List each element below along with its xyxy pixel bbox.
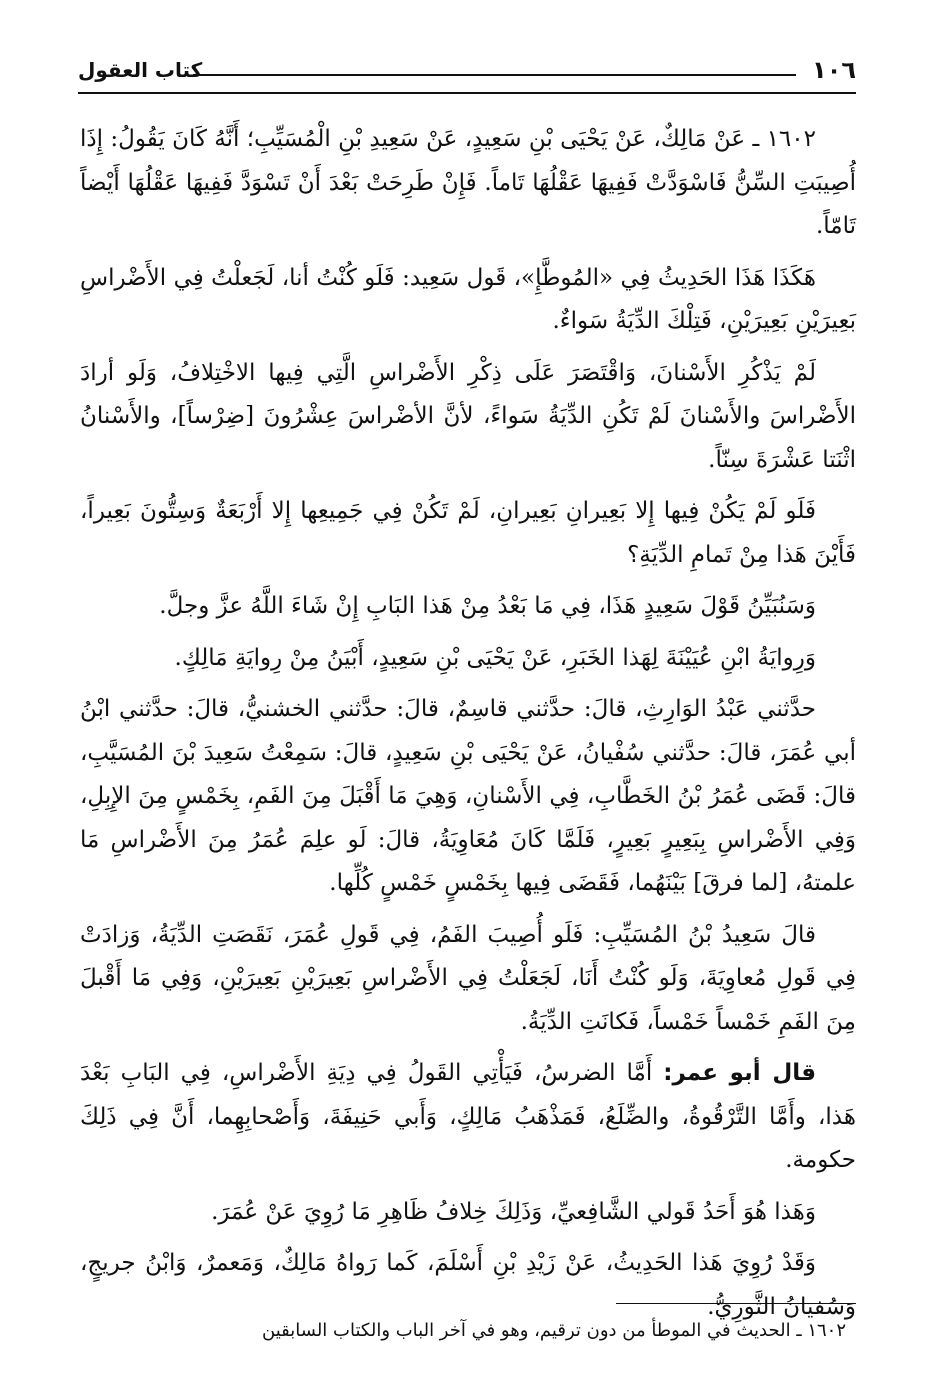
paragraph-8: قالَ سَعِيدُ بْنُ المُسَيِّبِ: فَلَو أُصِيبَ الفَمُ، فِي قَولِ عُمَرَ، نَقَصَتِ الدِّيَةُ، وَزادَتْ فِي قَولِ مُعاوِيَةَ، وَلَو كُنْتُ أَنَا، لَجَعَلْتُ فِي الأَضْراسِ بَعِيرَيْنِ بَعِيرَيْنِ، وَفِي مَا أَقْبلَ مِنَ الفَمِ خَمْساً خَمْساً، فَكانَتِ الدِّيَةُ. — [80, 921, 856, 1035]
paragraph-3: لَمْ يَذْكُرِ الأَسْنانَ، وَاقْتَصَرَ عَلَى ذِكْرِ الأَضْراسِ الَّتِي فِيها الاخْتِلافُ، وَلَو أرادَ الأَضْراسَ والأَسْنانَ لَمْ تَكُنِ الدِّيَةُ سَواءً، لأنَّ الأضْراسَ عِشْرُونَ [ضِرْساً]، والأَسْنانُ اثْنَتا عَشْرَةَ سِنّاً. — [80, 359, 856, 473]
footnote: ١٦٠٢ ـ الحديث في الموطأ من دون ترقيم، وهو في آخر الباب والكتاب السابقين — [262, 1320, 846, 1341]
paragraph-7: حدَّثني عَبْدُ الوَارِثِ، قالَ: حدَّثني قاسِمٌ، قالَ: حدَّثني الخشنيُّ، قالَ: حدَّثني ابْنُ أبي عُمَرَ، قالَ: حدَّثني سُفْيانُ، عَنْ يَحْيَى بْنِ سَعِيدٍ، قالَ: سَمِعْتُ سَعِيدَ بْنَ المُسَيَّبِ، قالَ: قَضَى عُمَرُ بْنُ الخَطَّابِ، فِي الأَسْنانِ، وَهِيَ مَا أَقْبَلَ مِنَ الفَمِ، بِخَمْسٍ مِنَ الإِبِلِ، وَفِي الأَضْراسِ بِبَعِيرٍ بَعِيرٍ، فَلَمَّا كَانَ مُعَاوِيَةُ، قالَ: لَو علِمَ عُمَرُ مِنَ الأَضْراسِ مَا علمتهُ، [لما فرقَ] بَيْنَهُما، فَقَضَى فِيها بِخَمْسٍ خَمْسٍ كُلِّها. — [80, 696, 856, 896]
header-rule — [78, 92, 856, 94]
page-header — [78, 52, 856, 92]
header-dash-line — [193, 74, 796, 76]
paragraph-11: وَقَدْ رُوِيَ هَذا الحَدِيثُ، عَنْ زَيْدِ بْنِ أَسْلَمَ، كَما رَواهُ مَالِكٌ، وَمَعمرٌ، وَابْنُ جريجٍ، وَسُفيانُ الثَّورِيُّ. — [80, 1250, 856, 1320]
paragraph-2: هَكَذَا هَذَا الحَدِيثُ فِي «المُوطَّإِ»، قَول سَعِيد: فَلَو كُنْتُ أنا، لَجَعلْتُ فِي الأَضْراسِ بَعِيرَيْنِ بَعِيرَيْنِ، فَتِلْكَ الدِّيَةُ سَواءٌ. — [80, 264, 856, 334]
paragraph-1602: ١٦٠٢ ـ عَنْ مَالِكٌ، عَنْ يَحْيَى بْنِ سَعِيدٍ، عَنْ سَعِيدِ بْنِ الْمُسَيِّبِ؛ أَنَّهُ كَانَ يَقُولُ: إِذَا أُصِيبَتِ السِّنُّ فَاسْوَدَّتْ فَفِيهَا عَقْلُهَا تَاماً. فَإِنْ طَرِحَتْ بَعْدَ أَنْ تَسْوَدَّ فَفِيهَا عَقْلُهَا أَيْضاً تَامّاً. — [80, 126, 856, 239]
footnote-rule — [616, 1303, 856, 1304]
abu-umar-lead: قال أبو عمر: — [663, 1060, 816, 1086]
paragraph-6: وَرِوايَةُ ابْنِ عُيَيْنَةَ لِهَذا الخَبَرِ، عَنْ يَحْيَى بْنِ سَعِيدٍ، أَبْيَنُ مِنْ رِوايَةِ مَالِكٍ. — [174, 644, 816, 671]
paragraph-10: وَهَذا هُوَ أَحَدُ قَولي الشَّافِعيِّ، وَذَلِكَ خِلافُ ظَاهِرِ مَا رُوِيَ عَنْ عُمَرَ. — [211, 1198, 816, 1225]
main-text — [80, 118, 856, 1337]
paragraph-9-text: أَمَّا الضرسُ، فَيَأْتِي القَولُ فِي دِيَةِ الأَضْراسِ، فِي البَابِ بَعْدَ هَذا، وأَمَّا التَّرْقُوةُ، والضِّلَعُ، فَمَذْهَبُ مَالِكٍ، وَأَبي حَنِيفَةَ، وَأَصْحابِهِما، أَنَّ فِي ذَلِكَ حكومة. — [80, 1060, 856, 1173]
paragraph-5: وَسَنُبَيِّنُ قَوْلَ سَعِيدٍ هَذَا، فِي مَا بَعْدُ مِنْ هَذا البَابِ إِنْ شَاءَ اللَّهُ عزَّ وجلَّ. — [159, 593, 816, 619]
book-title: كتاب العقول — [78, 58, 203, 82]
page-number: ١٠٦ — [812, 56, 856, 84]
paragraph-9 — [80, 1052, 856, 1183]
paragraph-4: فَلَو لَمْ يَكُنْ فِيها إِلا بَعِيرانِ بَعِيرانِ، لَمْ تَكُنْ فِي جَمِيعِها إِلا أَرْبَعَةٌ وَسِتُّونَ بَعِيراً، فَأَيْنَ هَذا مِنْ تَمامِ الدِّيَةِ؟ — [80, 498, 856, 568]
